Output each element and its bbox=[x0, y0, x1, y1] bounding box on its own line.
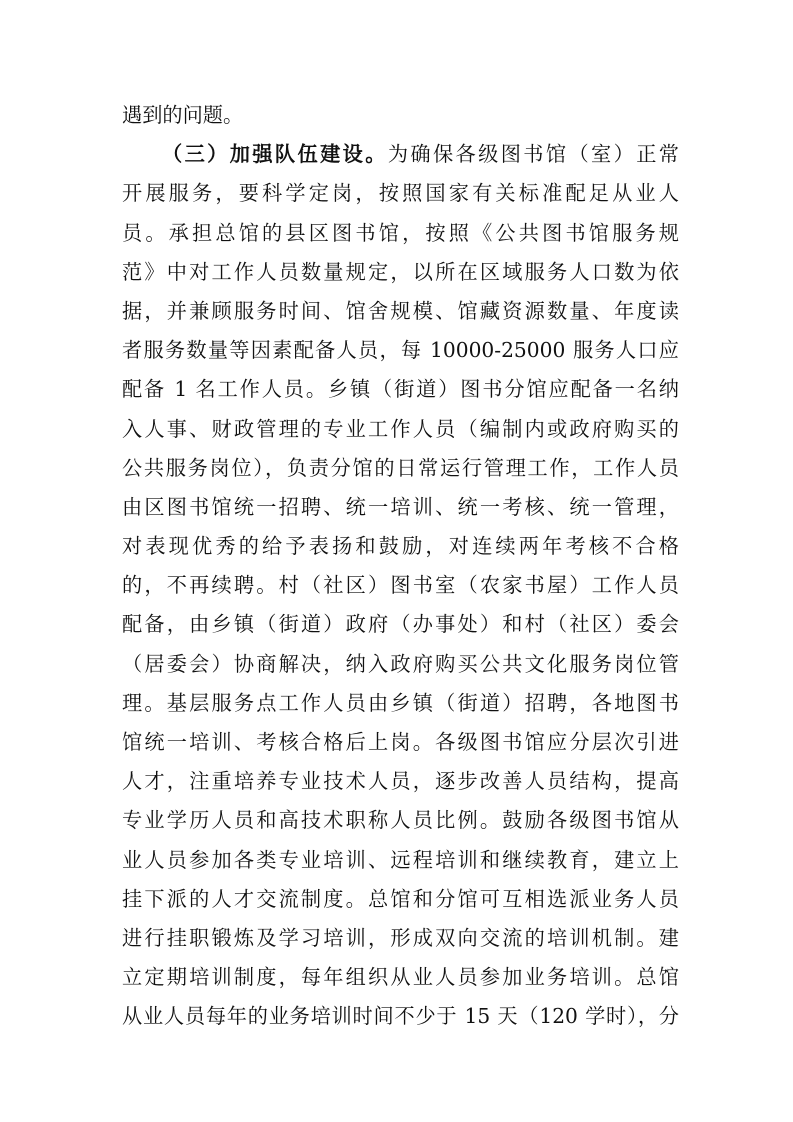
body-line: 范》中对工作人员数量规定，以所在区域服务人口数为依 bbox=[122, 259, 679, 284]
body-line: 的，不再续聘。村（社区）图书室（农家书屋）工作人员 bbox=[122, 573, 679, 598]
body-line: 配备，由乡镇（街道）政府（办事处）和村（社区）委会 bbox=[122, 612, 679, 637]
body-line: 人才，注重培养专业技术人员，逐步改善人员结构，提高 bbox=[122, 769, 679, 794]
body-line: 开展服务，要科学定岗，按照国家有关标准配足从业人 bbox=[122, 181, 679, 206]
body-line: 为确保各级图书馆（室）正常 bbox=[387, 142, 679, 167]
body-line: 由区图书馆统一招聘、统一培训、统一考核、统一管理， bbox=[122, 494, 679, 519]
body-line: 专业学历人员和高技术职称人员比例。鼓励各级图书馆从 bbox=[122, 808, 679, 833]
body-line: 从业人员每年的业务培训时间不少于 15 天（120 学时），分 bbox=[122, 1004, 679, 1029]
continuation-line: 遇到的问题。 bbox=[122, 103, 244, 127]
body-line: 理。基层服务点工作人员由乡镇（街道）招聘，各地图书 bbox=[122, 690, 679, 715]
body-line: 进行挂职锻炼及学习培训，形成双向交流的培训机制。建 bbox=[122, 925, 679, 950]
body-line: （居委会）协商解决，纳入政府购买公共文化服务岗位管 bbox=[122, 651, 679, 676]
body-line: 业人员参加各类专业培训、远程培训和继续教育，建立上 bbox=[122, 847, 679, 872]
body-line: 据，并兼顾服务时间、馆舍规模、馆藏资源数量、年度读 bbox=[122, 298, 679, 323]
body-line: 对表现优秀的给予表扬和鼓励，对连续两年考核不合格 bbox=[122, 534, 679, 559]
section-heading: （三）加强队伍建设。 bbox=[162, 142, 388, 167]
body-line: 员。承担总馆的县区图书馆，按照《公共图书馆服务规 bbox=[122, 220, 679, 245]
body-line: 配备 1 名工作人员。乡镇（街道）图书分馆应配备一名纳 bbox=[122, 377, 679, 402]
body-text bbox=[122, 96, 679, 1037]
body-line: 入人事、财政管理的专业工作人员（编制内或政府购买的 bbox=[122, 416, 679, 441]
section-heading-line bbox=[122, 135, 679, 174]
body-line: 立定期培训制度，每年组织从业人员参加业务培训。总馆 bbox=[122, 965, 679, 990]
body-line: 挂下派的人才交流制度。总馆和分馆可互相选派业务人员 bbox=[122, 886, 679, 911]
body-line: 公共服务岗位），负责分馆的日常运行管理工作，工作人员 bbox=[122, 455, 679, 480]
body-line: 者服务数量等因素配备人员，每 10000-25000 服务人口应 bbox=[122, 338, 679, 363]
body-line: 馆统一培训、考核合格后上岗。各级图书馆应分层次引进 bbox=[122, 730, 679, 754]
